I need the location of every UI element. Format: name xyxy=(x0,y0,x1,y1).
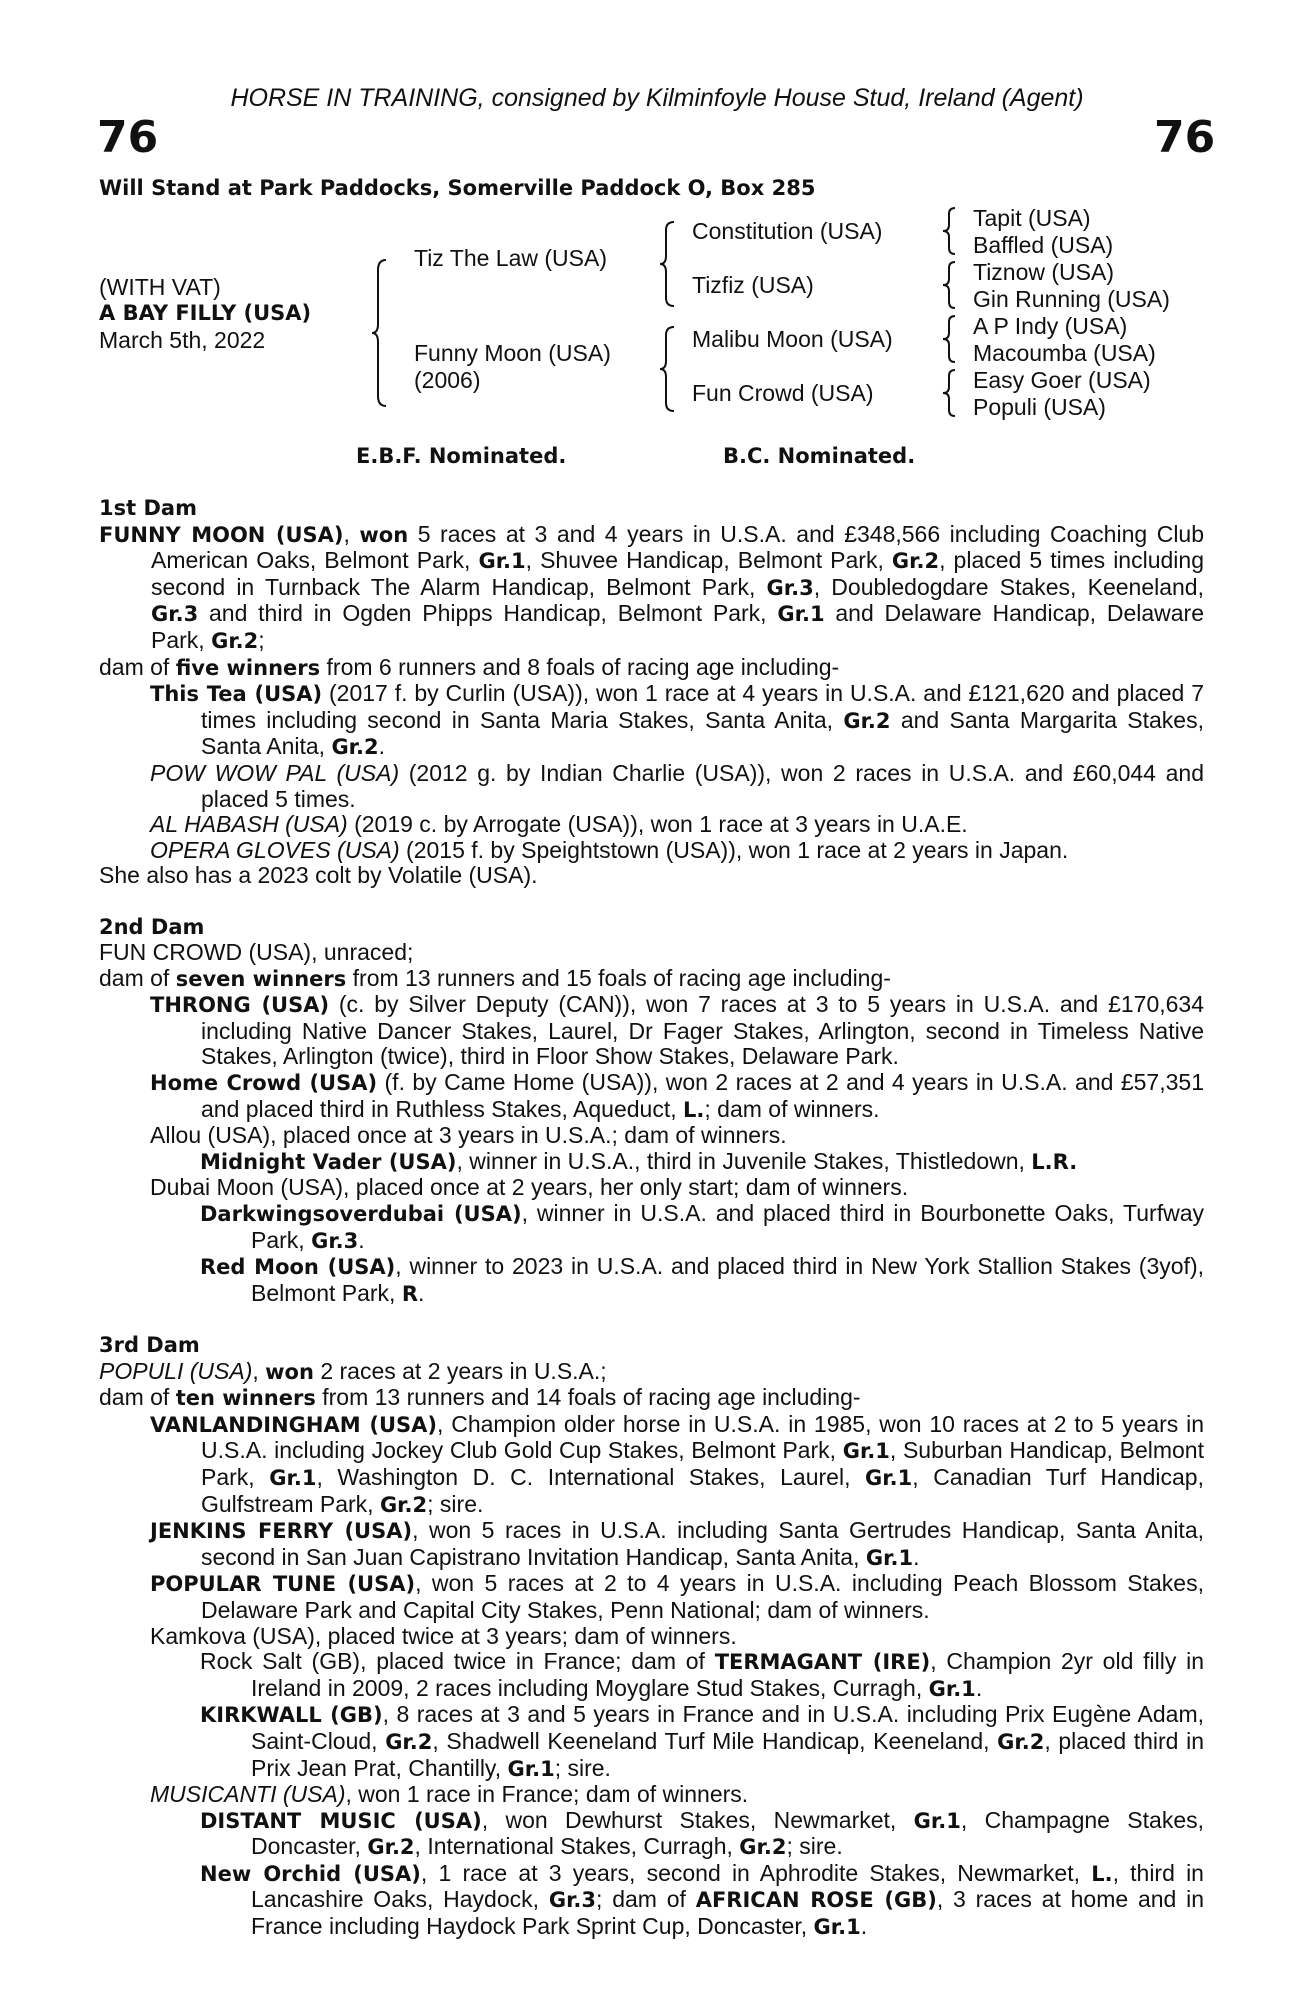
sire-dam-name: Tizfiz (USA) xyxy=(692,272,814,298)
pedigree-bracket-6 xyxy=(943,314,959,364)
first-dam-heading: 1st Dam xyxy=(99,496,197,520)
produce-allou: Allou (USA), placed once at 3 years in U.S.A.; dam of winners. xyxy=(150,1122,787,1149)
bc-nominated: B.C. Nominated. xyxy=(723,444,916,468)
pedigree-bracket-4 xyxy=(943,206,959,256)
pedigree-bracket-7 xyxy=(943,368,959,418)
produce-pow-wow-pal: POW WOW PAL (USA) (2012 g. by Indian Charlie (USA)), won 2 races in U.S.A. and £60,044 and placed 5 times. xyxy=(150,759,1204,812)
first-dam-produce-summary: dam of five winners from 6 runners and 8 foals of racing age including- xyxy=(99,653,840,680)
produce-kamkova: Kamkova (USA), placed twice at 3 years; dam of winners. xyxy=(150,1622,737,1649)
second-dam-summary: FUN CROWD (USA), unraced; xyxy=(99,939,414,966)
g3-populi: Populi (USA) xyxy=(973,394,1106,420)
first-dam-2023-colt: She also has a 2023 colt by Volatile (USA). xyxy=(99,862,538,889)
pedigree-notes xyxy=(99,496,1204,1941)
consignment-header: HORSE IN TRAINING, consigned by Kilminfoyle House Stud, Ireland (Agent) xyxy=(230,84,1084,112)
produce-darkwingsoverdubai: Darkwingsoverdubai (USA), winner in U.S.A. and placed third in Bourbonette Oaks, Turfway Park, Gr.3. xyxy=(200,1200,1204,1253)
second-dam-produce-summary: dam of seven winners from 13 runners and 15 foals of racing age including- xyxy=(99,964,891,991)
pedigree-bracket-1 xyxy=(372,258,390,408)
produce-vanlandingham: VANLANDINGHAM (USA), Champion older horse in U.S.A. in 1985, won 10 races at 2 to 5 years in U.S.A. including Jockey Club Gold Cup Stakes, Belmont Park, Gr.1, Suburban Handicap, Belmont Park, Gr.1, Washington D. C. International Stakes, Laurel, Gr.1, Canadian Turf Handicap, Gulfstream Park, Gr.2; sire. xyxy=(150,1410,1204,1517)
foaling-date: March 5th, 2022 xyxy=(99,327,266,353)
third-dam-heading: 3rd Dam xyxy=(99,1333,200,1357)
g3-gin-running: Gin Running (USA) xyxy=(973,286,1170,312)
produce-distant-music: DISTANT MUSIC (USA), won Dewhurst Stakes, Newmarket, Gr.1, Champagne Stakes, Doncaster, Gr.2, International Stakes, Curragh, Gr.2; sire. xyxy=(200,1806,1205,1860)
g3-tapit: Tapit (USA) xyxy=(973,205,1091,231)
stand-location: Will Stand at Park Paddocks, Somerville Paddock O, Box 285 xyxy=(99,176,816,200)
sire-name: Tiz The Law (USA) xyxy=(414,245,607,271)
pedigree-bracket-3 xyxy=(660,325,678,413)
lot-number-right: 76 xyxy=(1154,112,1216,163)
produce-midnight-vader: Midnight Vader (USA), winner in U.S.A., third in Juvenile Stakes, Thistledown, L.R. xyxy=(200,1147,1078,1174)
vat-note: (WITH VAT) xyxy=(99,274,221,300)
produce-kirkwall: KIRKWALL (GB), 8 races at 3 and 5 years in France and in U.S.A. including Prix Eugène Adam, Saint-Cloud, Gr.2, Shadwell Keeneland Turf Mile Handicap, Keeneland, Gr.2, placed third in Prix Jean Prat, Chantilly, Gr.1; sire. xyxy=(200,1701,1204,1781)
lot-number-left: 76 xyxy=(97,112,159,163)
g3-baffled: Baffled (USA) xyxy=(973,232,1114,258)
produce-al-habash: AL HABASH (USA) (2019 c. by Arrogate (USA)), won 1 race at 3 years in U.A.E. xyxy=(150,811,968,838)
g3-a-p-indy: A P Indy (USA) xyxy=(973,313,1128,339)
sire-sire-name: Constitution (USA) xyxy=(692,218,883,244)
produce-musicanti: MUSICANTI (USA), won 1 race in France; dam of winners. xyxy=(150,1781,749,1808)
produce-rock-salt: Rock Salt (GB), placed twice in France; dam of TERMAGANT (IRE), Champion 2yr old filly in Ireland in 2009, 2 races including Moyglare Stud Stakes, Curragh, Gr.1. xyxy=(200,1648,1204,1701)
lot-description: A BAY FILLY (USA) xyxy=(99,301,312,325)
produce-opera-gloves: OPERA GLOVES (USA) (2015 f. by Speightstown (USA)), won 1 race at 2 years in Japan. xyxy=(150,836,1069,863)
g3-macoumba: Macoumba (USA) xyxy=(973,340,1156,366)
produce-red-moon: Red Moon (USA), winner to 2023 in U.S.A. and placed third in New York Stallion Stakes (3yof), Belmont Park, R. xyxy=(200,1253,1204,1306)
pedigree-bracket-2 xyxy=(660,220,678,308)
ebf-nominated: E.B.F. Nominated. xyxy=(356,444,567,468)
second-dam-heading: 2nd Dam xyxy=(99,914,205,939)
produce-home-crowd: Home Crowd (USA) (f. by Came Home (USA)), won 2 races at 2 and 4 years in U.S.A. and £57,351 and placed third in Ruthless Stakes, Aqueduct, L.; dam of winners. xyxy=(150,1069,1204,1122)
dam-dam-name: Fun Crowd (USA) xyxy=(692,380,874,406)
g3-tiznow: Tiznow (USA) xyxy=(973,259,1114,285)
produce-new-orchid: New Orchid (USA), 1 race at 3 years, second in Aphrodite Stakes, Newmarket, L., third in Lancashire Oaks, Haydock, Gr.3; dam of AFRICAN ROSE (GB), 3 races at home and in France including Haydock Park Sprint Cup, Doncaster, Gr.1. xyxy=(200,1859,1205,1940)
produce-popular-tune: POPULAR TUNE (USA), won 5 races at 2 to 4 years in U.S.A. including Peach Blossom Stakes, Delaware Park and Capital City Stakes, Penn National; dam of winners. xyxy=(150,1570,1204,1623)
dam-name: Funny Moon (USA) xyxy=(414,340,611,366)
g3-easy-goer: Easy Goer (USA) xyxy=(973,367,1151,393)
pedigree-bracket-5 xyxy=(943,260,959,310)
produce-this-tea: This Tea (USA) (2017 f. by Curlin (USA)), won 1 race at 4 years in U.S.A. and £121,620 and placed 7 times including second in Santa Maria Stakes, Santa Anita, Gr.2 and Santa Margarita Stakes, Santa Anita, Gr.2. xyxy=(150,680,1205,760)
produce-throng: THRONG (USA) (c. by Silver Deputy (CAN)), won 7 races at 3 to 5 years in U.S.A. and £170,634 including Native Dancer Stakes, Laurel, Dr Fager Stakes, Arlington, second in Timeless Native Stakes, Arlington (twice), third in Floor Show Stakes, Delaware Park. xyxy=(150,991,1205,1070)
first-dam-summary: FUNNY MOON (USA), won 5 races at 3 and 4 years in U.S.A. and £348,566 including Coaching Club American Oaks, Belmont Park, Gr.1, Shuvee Handicap, Belmont Park, Gr.2, placed 5 times including second in Turnback The Alarm Handicap, Belmont Park, Gr.3, Doubledogdare Stakes, Keeneland, Gr.3 and third in Ogden Phipps Handicap, Belmont Park, Gr.1 and Delaware Handicap, Delaware Park, Gr.2; xyxy=(99,520,1205,653)
third-dam-produce-summary: dam of ten winners from 13 runners and 14 foals of racing age including- xyxy=(99,1384,861,1411)
produce-dubai-moon: Dubai Moon (USA), placed once at 2 years, her only start; dam of winners. xyxy=(150,1174,909,1201)
dam-year: (2006) xyxy=(414,367,481,393)
third-dam-summary: POPULI (USA), won 2 races at 2 years in U.S.A.; xyxy=(99,1357,607,1384)
dam-sire-name: Malibu Moon (USA) xyxy=(692,326,893,352)
produce-jenkins-ferry: JENKINS FERRY (USA), won 5 races in U.S.A. including Santa Gertrudes Handicap, Santa Anita, second in San Juan Capistrano Invitation Handicap, Santa Anita, Gr.1. xyxy=(150,1517,1204,1570)
